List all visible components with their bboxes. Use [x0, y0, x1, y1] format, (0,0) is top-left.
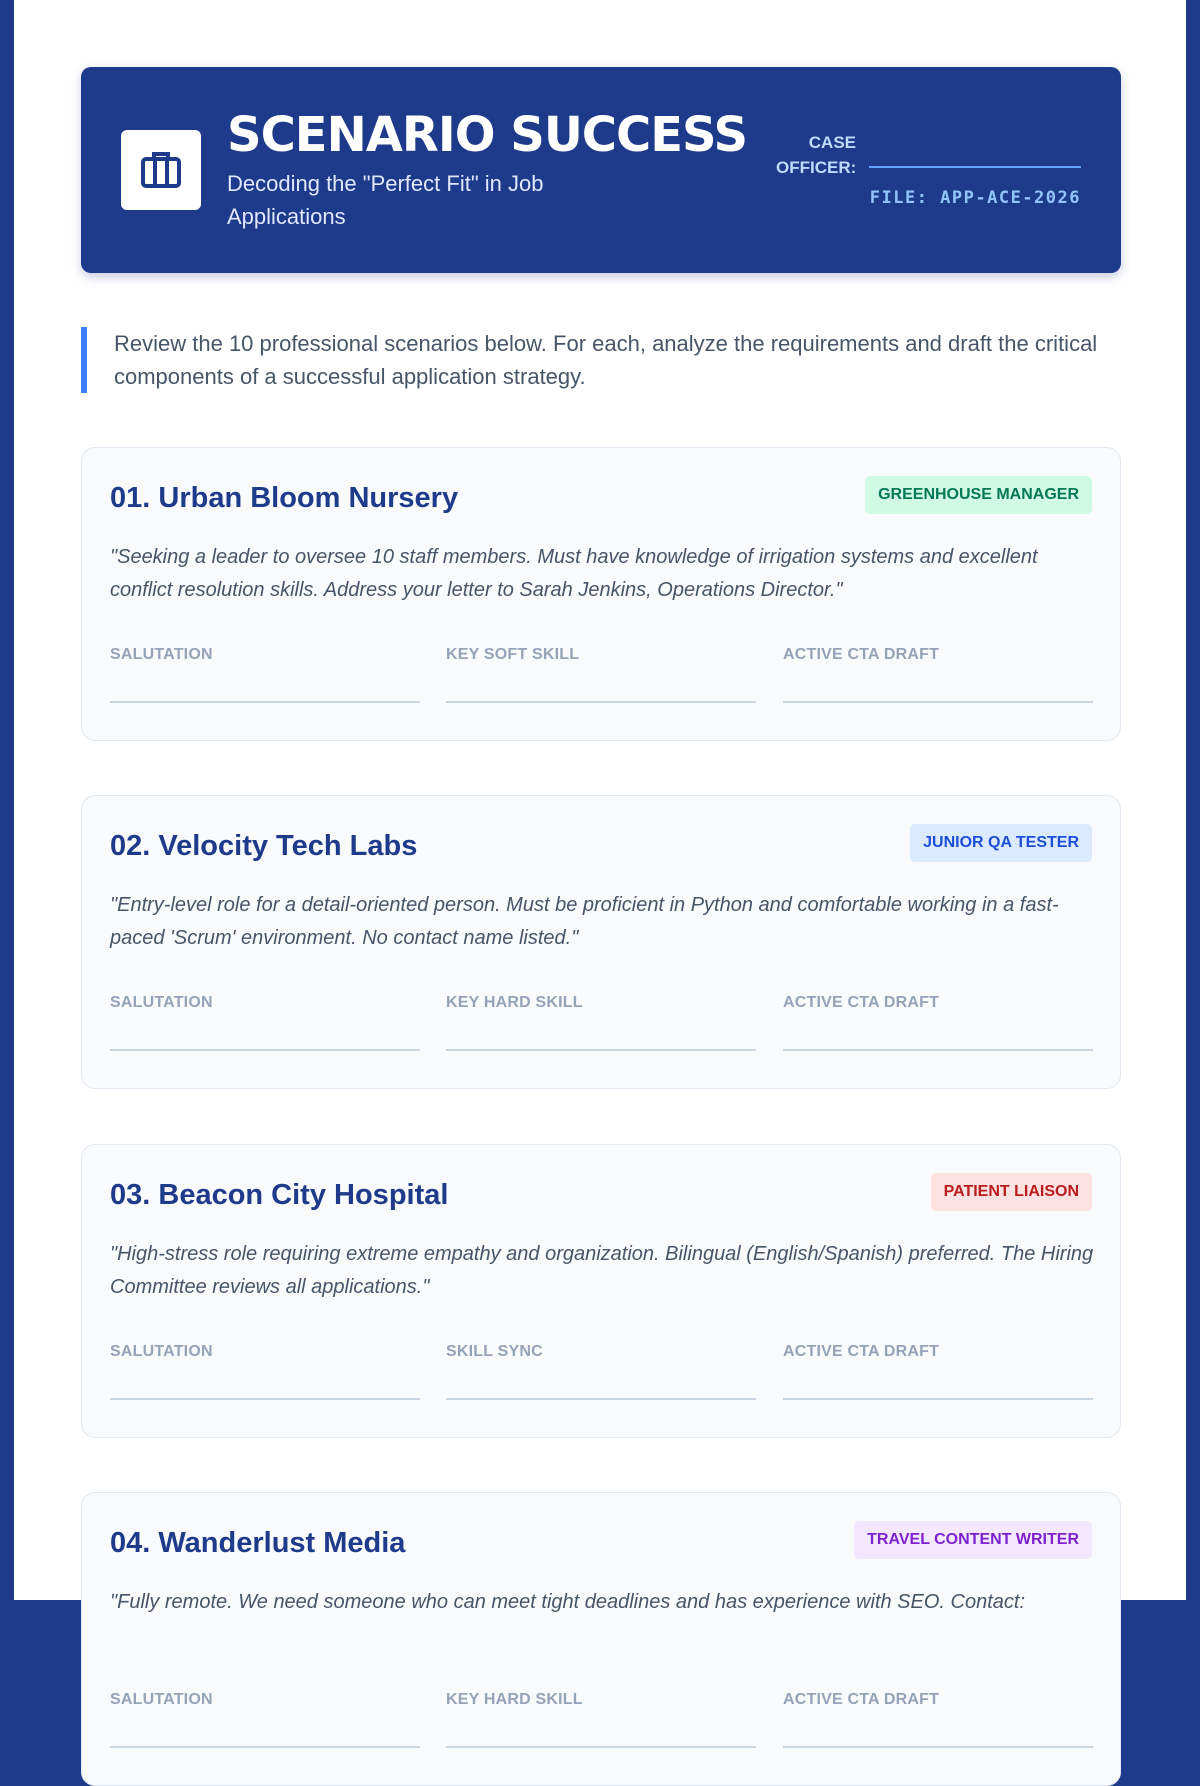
- scenario-card: [81, 795, 1121, 1089]
- field-label: KEY HARD SKILL: [446, 1691, 583, 1708]
- field-skill: [446, 645, 756, 703]
- field-label: SALUTATION: [110, 1691, 213, 1708]
- header-banner: [81, 67, 1121, 273]
- role-badge: TRAVEL CONTENT WRITER: [854, 1521, 1092, 1559]
- answer-line[interactable]: [110, 1049, 420, 1051]
- field-label: SALUTATION: [110, 646, 213, 663]
- answer-line[interactable]: [783, 701, 1093, 703]
- field-label: SKILL SYNC: [446, 1343, 543, 1360]
- answer-line[interactable]: [110, 1398, 420, 1400]
- scenario-quote: "Fully remote. We need someone who can meet tight deadlines and has experience with SEO. Contact:: [110, 1591, 1026, 1613]
- scenario-quote: "Seeking a leader to oversee 10 staff members. Must have knowledge of irrigation systems and excellent conflict resolution skills. Address your letter to Sarah Jenkins, Operations Director.": [110, 546, 1038, 601]
- answer-line[interactable]: [446, 1746, 756, 1748]
- field-skill: [446, 1690, 756, 1748]
- role-badge: GREENHOUSE MANAGER: [865, 476, 1092, 514]
- scenario-title: 01. Urban Bloom Nursery: [110, 482, 459, 514]
- field-label: KEY SOFT SKILL: [446, 646, 580, 663]
- field-cta: [783, 1342, 1093, 1400]
- scenario-card: [81, 1144, 1121, 1438]
- answer-line[interactable]: [446, 1398, 756, 1400]
- field-salutation: [110, 645, 420, 703]
- answer-line[interactable]: [446, 701, 756, 703]
- intro-instructions: Review the 10 professional scenarios below. For each, analyze the requirements and draft the critical components of a successful application strategy.: [81, 327, 1121, 393]
- field-salutation: [110, 993, 420, 1051]
- scenario-title: 04. Wanderlust Media: [110, 1527, 406, 1559]
- answer-line[interactable]: [783, 1398, 1093, 1400]
- field-cta: [783, 645, 1093, 703]
- field-label: SALUTATION: [110, 1343, 213, 1360]
- answer-line[interactable]: [110, 1746, 420, 1748]
- scenario-card: [81, 447, 1121, 741]
- file-id: FILE: APP-ACE-2026: [869, 188, 1081, 208]
- field-label: KEY HARD SKILL: [446, 994, 583, 1011]
- field-label: ACTIVE CTA DRAFT: [783, 1691, 940, 1708]
- scenario-card: [81, 1492, 1121, 1786]
- answer-line[interactable]: [783, 1746, 1093, 1748]
- field-skill: [446, 993, 756, 1051]
- field-label: ACTIVE CTA DRAFT: [783, 646, 940, 663]
- page-subtitle: Decoding the "Perfect Fit" in Job Applications: [227, 171, 544, 229]
- field-label: ACTIVE CTA DRAFT: [783, 994, 940, 1011]
- field-label: SALUTATION: [110, 994, 213, 1011]
- field-cta: [783, 993, 1093, 1051]
- case-officer-field[interactable]: [869, 166, 1081, 168]
- field-cta: [783, 1690, 1093, 1748]
- field-label: ACTIVE CTA DRAFT: [783, 1343, 940, 1360]
- field-salutation: [110, 1690, 420, 1748]
- scenario-quote: "High-stress role requiring extreme empathy and organization. Bilingual (English/Spanish) preferred. The Hiring Committee reviews all applications.": [110, 1243, 1094, 1298]
- answer-line[interactable]: [110, 701, 420, 703]
- briefcase-icon: [135, 144, 187, 196]
- role-badge: JUNIOR QA TESTER: [910, 824, 1092, 862]
- answer-line[interactable]: [783, 1049, 1093, 1051]
- logo-box: [121, 130, 201, 210]
- scenario-title: 03. Beacon City Hospital: [110, 1179, 449, 1211]
- role-badge: PATIENT LIAISON: [931, 1173, 1092, 1211]
- page-title: SCENARIO SUCCESS: [227, 107, 748, 163]
- worksheet-page: [14, 0, 1186, 1708]
- field-salutation: [110, 1342, 420, 1400]
- scenario-quote: "Entry-level role for a detail-oriented person. Must be proficient in Python and comfortable working in a fast-paced 'Scrum' environment. No contact name listed.": [110, 894, 1059, 949]
- scenario-title: 02. Velocity Tech Labs: [110, 830, 418, 862]
- case-officer-label: CASE OFFICER:: [776, 133, 857, 177]
- field-skill: [446, 1342, 756, 1400]
- answer-line[interactable]: [446, 1049, 756, 1051]
